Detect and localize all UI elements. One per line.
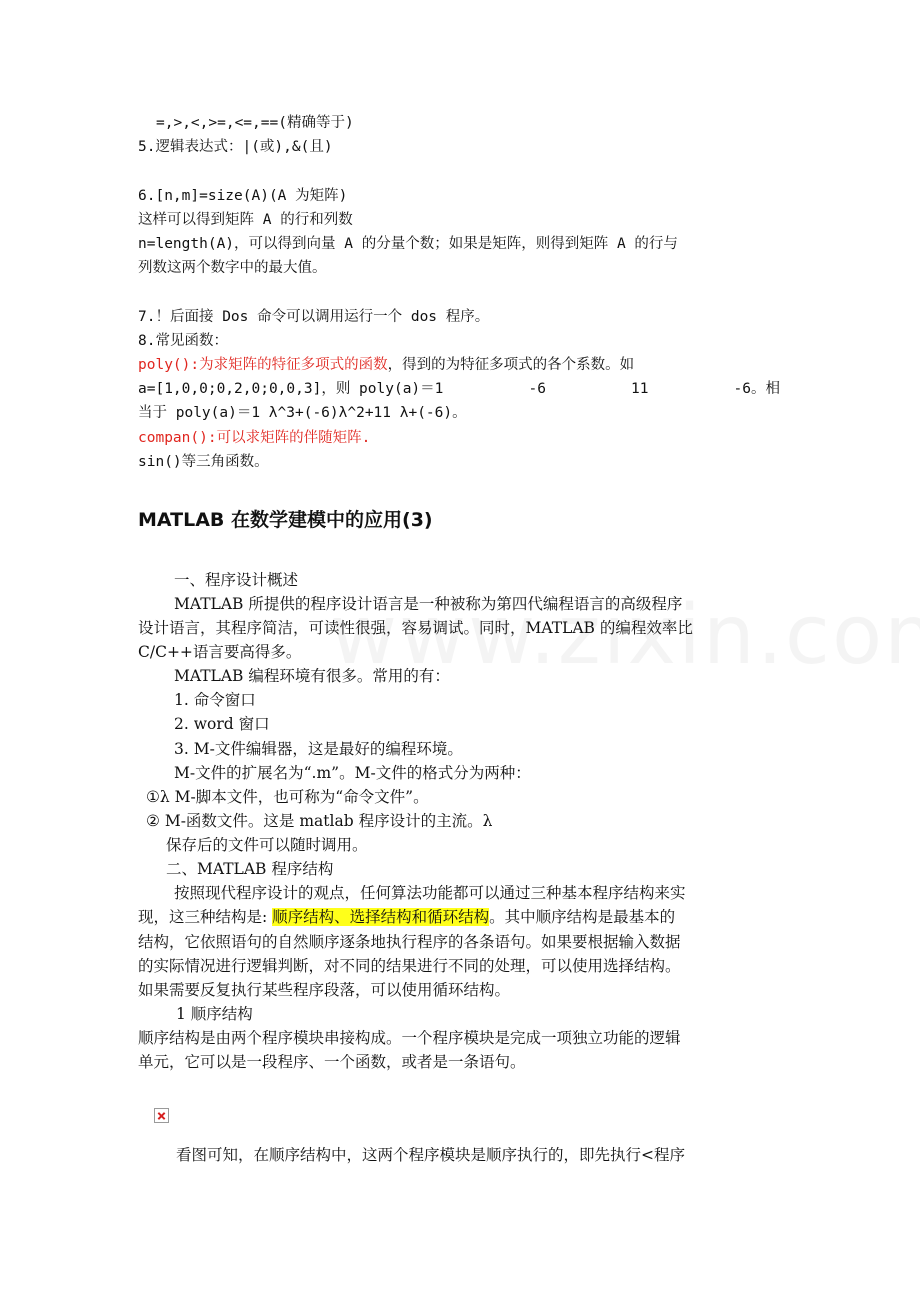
sin-line: sin()等三角函数。 [138, 454, 269, 470]
para-2-line-1: 按照现代程序设计的观点，任何算法功能都可以通过三种基本程序结构来实 [174, 884, 686, 902]
env-intro: MATLAB 编程环境有很多。常用的有： [174, 667, 450, 685]
save-note: 保存后的文件可以随时调用。 [166, 836, 368, 854]
item-8-functions: 8.常见函数： [138, 333, 228, 349]
list-item-1: 1. 命令窗口 [174, 691, 256, 709]
poly-red-text: poly():为求矩阵的特征多项式的函数 [138, 357, 388, 373]
item-6-size: 6.[n,m]=size(A)(A 为矩阵) [138, 188, 348, 204]
para-1-line-1: MATLAB 所提供的程序设计语言是一种被称为第四代编程语言的高级程序 [174, 595, 683, 613]
mfile-function: ② M-函数文件。这是 matlab 程序设计的主流。λ [146, 812, 493, 830]
section-2-title: 二、MATLAB 程序结构 [166, 860, 334, 878]
para-2-line-2 [138, 905, 675, 929]
para-2-line-5: 如果需要反复执行某些程序段落，可以使用循环结构。 [138, 981, 511, 999]
item-7-dos: 7.！后面接 Dos 命令可以调用运行一个 dos 程序。 [138, 309, 490, 325]
mfile-ext: M-文件的扩展名为“.m”。M-文件的格式分为两种： [174, 764, 531, 782]
para-2-line-4: 的实际情况进行逻辑判断，对不同的结果进行不同的处理，可以使用选择结构。 [138, 957, 681, 975]
para-2-pre: 现，这三种结构是: [138, 908, 273, 926]
para-1-line-2: 设计语言，其程序简洁，可读性很强，容易调试。同时，MATLAB 的编程效率比 [138, 619, 693, 637]
poly-example-b: -6 [528, 381, 546, 397]
poly-rest-text: ，得到的为特征多项式的各个系数。如 [387, 357, 635, 373]
length-desc: n=length(A)，可以得到向量 A 的分量个数；如果是矩阵，则得到矩阵 A 的行与 [138, 236, 678, 252]
length-desc-cont: 列数这两个数字中的最大值。 [138, 260, 327, 276]
para-3-line-2: 单元，它可以是一段程序、一个函数，或者是一条语句。 [138, 1053, 526, 1071]
para-2-post: 。其中顺序结构是最基本的 [489, 908, 676, 926]
operators-line: =,>,<,>=,<=,==(精确等于) [156, 115, 354, 131]
list-item-3: 3. M-文件编辑器，这是最好的编程环境。 [174, 740, 463, 758]
list-item-2: 2. word 窗口 [174, 715, 270, 733]
size-desc: 这样可以得到矩阵 A 的行和列数 [138, 212, 353, 228]
para-3-line-1: 顺序结构是由两个程序模块串接构成。一个程序模块是完成一项独立功能的逻辑 [138, 1029, 681, 1047]
section-1-title: 一、程序设计概述 [174, 571, 299, 589]
poly-example-d: -6。相 [733, 381, 780, 397]
compan-line: compan():可以求矩阵的伴随矩阵. [138, 430, 371, 446]
para-2-line-3: 结构，它依照语句的自然顺序逐条地执行程序的各条语句。如果要根据输入数据 [138, 933, 681, 951]
mfile-script: ①λ M-脚本文件，也可称为“命令文件”。 [146, 788, 429, 806]
poly-example-a: a=[1,0,0;0,2,0;0,0,3]，则 poly(a)＝1 [138, 381, 444, 397]
poly-example-line [138, 377, 780, 401]
poly-example-c: 11 [631, 381, 649, 397]
para-1-line-3: C/C++语言要高得多。 [138, 643, 302, 661]
item-5-logic: 5.逻辑表达式：|(或),&(且) [138, 139, 333, 155]
highlighted-structures: 顺序结构、选择结构和循环结构 [272, 908, 490, 926]
para-4-line-1: 看图可知，在顺序结构中，这两个程序模块是顺序执行的，即先执行<程序 [176, 1146, 685, 1164]
broken-image-icon [154, 1108, 169, 1123]
poly-equivalent: 当于 poly(a)＝1 λ^3+(-6)λ^2+11 λ+(-6)。 [138, 405, 467, 421]
poly-line [138, 353, 634, 377]
section-heading: MATLAB 在数学建模中的应用(3) [138, 509, 433, 531]
subsection-sequential: 1 顺序结构 [176, 1005, 253, 1023]
